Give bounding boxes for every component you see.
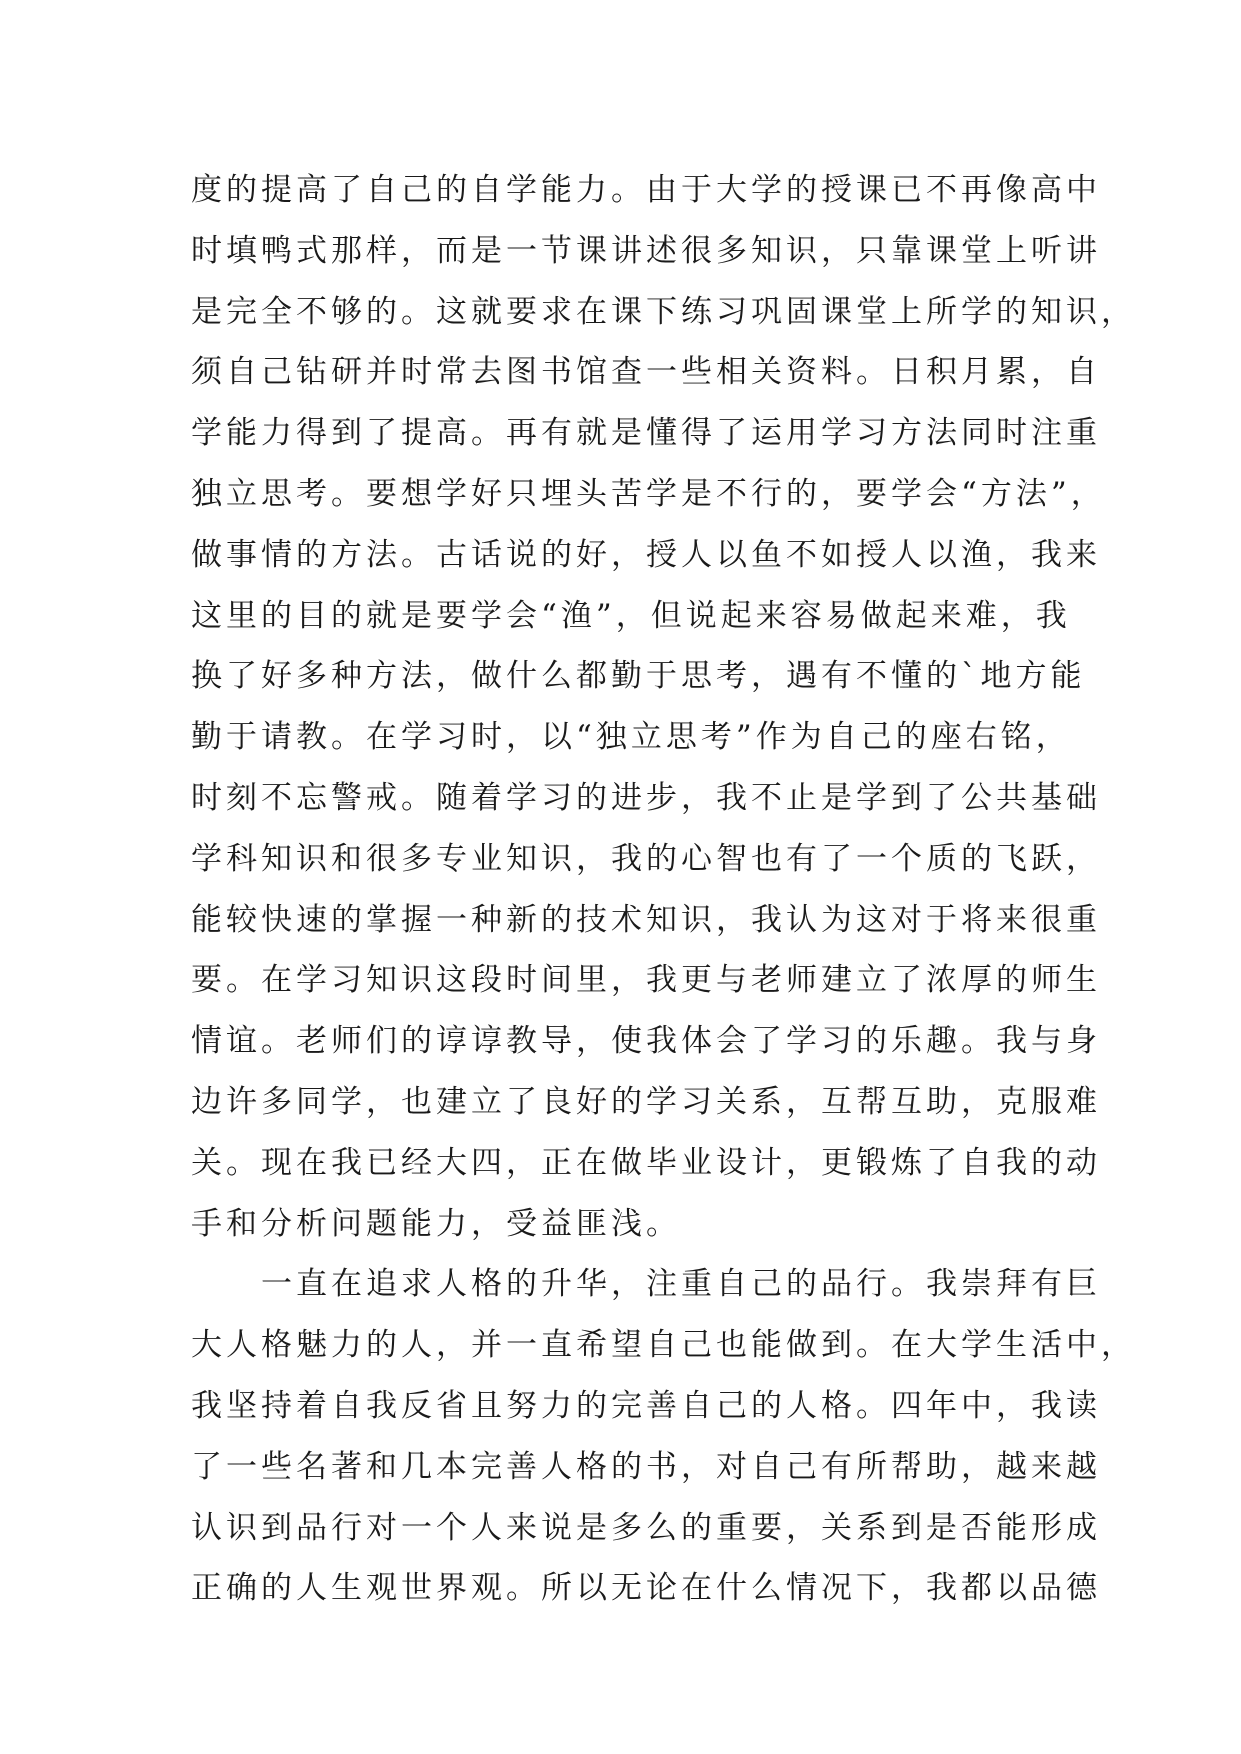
text-line: 情谊。老师们的谆谆教导，使我体会了学习的乐趣。我与身 [191, 1023, 1101, 1060]
text-line: 我坚持着自我反省且努力的完善自己的人格。四年中，我读 [191, 1387, 1101, 1424]
body-text [191, 160, 1136, 1619]
text-line: 学能力得到了提高。再有就是懂得了运用学习方法同时注重 [191, 415, 1101, 452]
text-line: 勤于请教。在学习时，以“独立思考”作为自己的座右铭， [191, 719, 1071, 756]
text-line: 学科知识和很多专业知识，我的心智也有了一个质的飞跃， [191, 840, 1101, 877]
text-line: 独立思考。要想学好只埋头苦学是不行的，要学会“方法”， [191, 475, 1106, 512]
text-line: 是完全不够的。这就要求在课下练习巩固课堂上所学的知识， [191, 293, 1136, 330]
text-line: 时填鸭式那样，而是一节课讲述很多知识，只靠课堂上听讲 [191, 232, 1101, 269]
text-line: 时刻不忘警戒。随着学习的进步，我不止是学到了公共基础 [191, 779, 1101, 816]
text-line: 须自己钻研并时常去图书馆查一些相关资料。日积月累，自 [191, 354, 1101, 391]
text-line: 手和分析问题能力，受益匪浅。 [191, 1205, 681, 1242]
text-line: 正确的人生观世界观。所以无论在什么情况下，我都以品德 [191, 1570, 1101, 1607]
text-line: 了一些名著和几本完善人格的书，对自己有所帮助，越来越 [191, 1448, 1101, 1485]
text-line: 能较快速的掌握一种新的技术知识，我认为这对于将来很重 [191, 901, 1101, 938]
text-line: 边许多同学，也建立了良好的学习关系，互帮互助，克服难 [191, 1083, 1101, 1120]
text-line: 这里的目的就是要学会“渔”，但说起来容易做起来难，我 [191, 597, 1071, 634]
text-line: 关。现在我已经大四，正在做毕业设计，更锻炼了自我的动 [191, 1144, 1101, 1181]
text-line: 换了好多种方法，做什么都勤于思考，遇有不懂的`地方能 [191, 658, 1086, 695]
text-line: 做事情的方法。古话说的好，授人以鱼不如授人以渔，我来 [191, 536, 1101, 573]
text-line: 认识到品行对一个人来说是多么的重要，关系到是否能形成 [191, 1509, 1101, 1546]
text-line: 大人格魅力的人，并一直希望自己也能做到。在大学生活中， [191, 1327, 1136, 1364]
text-line: 要。在学习知识这段时间里，我更与老师建立了浓厚的师生 [191, 962, 1101, 999]
paragraph-start-line: 一直在追求人格的升华，注重自己的品行。我崇拜有巨 [191, 1266, 1101, 1303]
text-line: 度的提高了自己的自学能力。由于大学的授课已不再像高中 [191, 172, 1101, 208]
